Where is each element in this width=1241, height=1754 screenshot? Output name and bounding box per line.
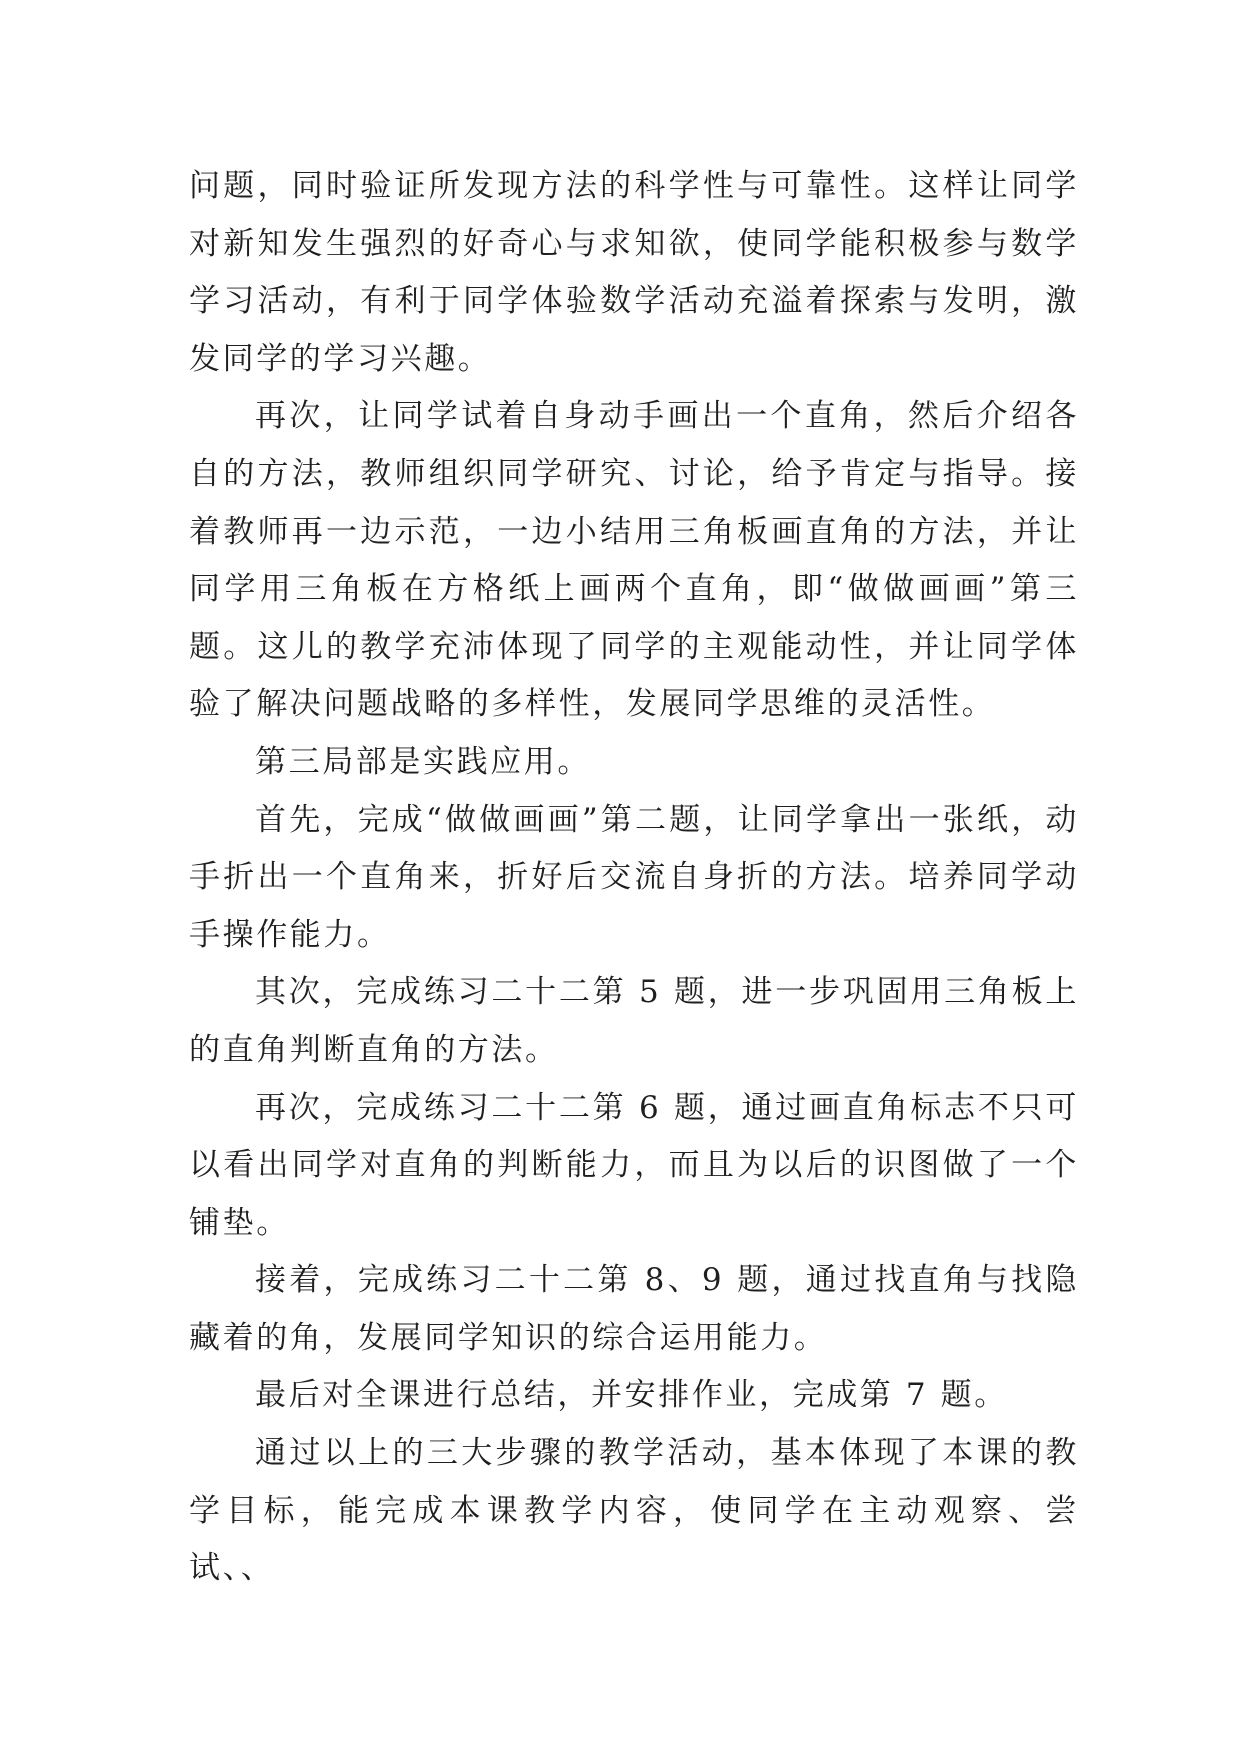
paragraph-1: 问题，同时验证所发现方法的科学性与可靠性。这样让同学对新知发生强烈的好奇心与求知欲，使同学能积极参与数学学习活动，有利于同学体验数学活动充溢着探索与发明，激发同学的学习兴趣。 (189, 168, 1079, 377)
paragraph-8: 最后对全课进行总结，并安排作业，完成第 7 题。 (255, 1377, 1008, 1414)
paragraph-4: 首先，完成“做做画画”第二题，让同学拿出一张纸，动手折出一个直角来，折好后交流自身折的方法。培养同学动手操作能力。 (189, 801, 1079, 953)
paragraph-6: 再次，完成练习二十二第 6 题，通过画直角标志不只可以看出同学对直角的判断能力，而且为以后的识图做了一个铺垫。 (189, 1089, 1079, 1241)
paragraph-2: 再次，让同学试着自身动手画出一个直角，然后介绍各自的方法，教师组织同学研究、讨论，给予肯定与指导。接着教师再一边示范，一边小结用三角板画直角的方法，并让同学用三角板在方格纸上画两个直角，即“做做画画”第三题。这儿的教学充沛体现了同学的主观能动性，并让同学体验了解决问题战略的多样性，发展同学思维的灵活性。 (189, 398, 1079, 723)
paragraph-5: 其次，完成练习二十二第 5 题，进一步巩固用三角板上的直角判断直角的方法。 (189, 974, 1079, 1068)
paragraph-7: 接着，完成练习二十二第 8、9 题，通过找直角与找隐藏着的角，发展同学知识的综合运用能力。 (189, 1262, 1079, 1356)
body-text (189, 158, 1079, 1598)
paragraph-9: 通过以上的三大步骤的教学活动，基本体现了本课的教学目标，能完成本课教学内容，使同学在主动观察、尝试、、 (189, 1435, 1079, 1587)
paragraph-3: 第三局部是实践应用。 (255, 743, 591, 780)
